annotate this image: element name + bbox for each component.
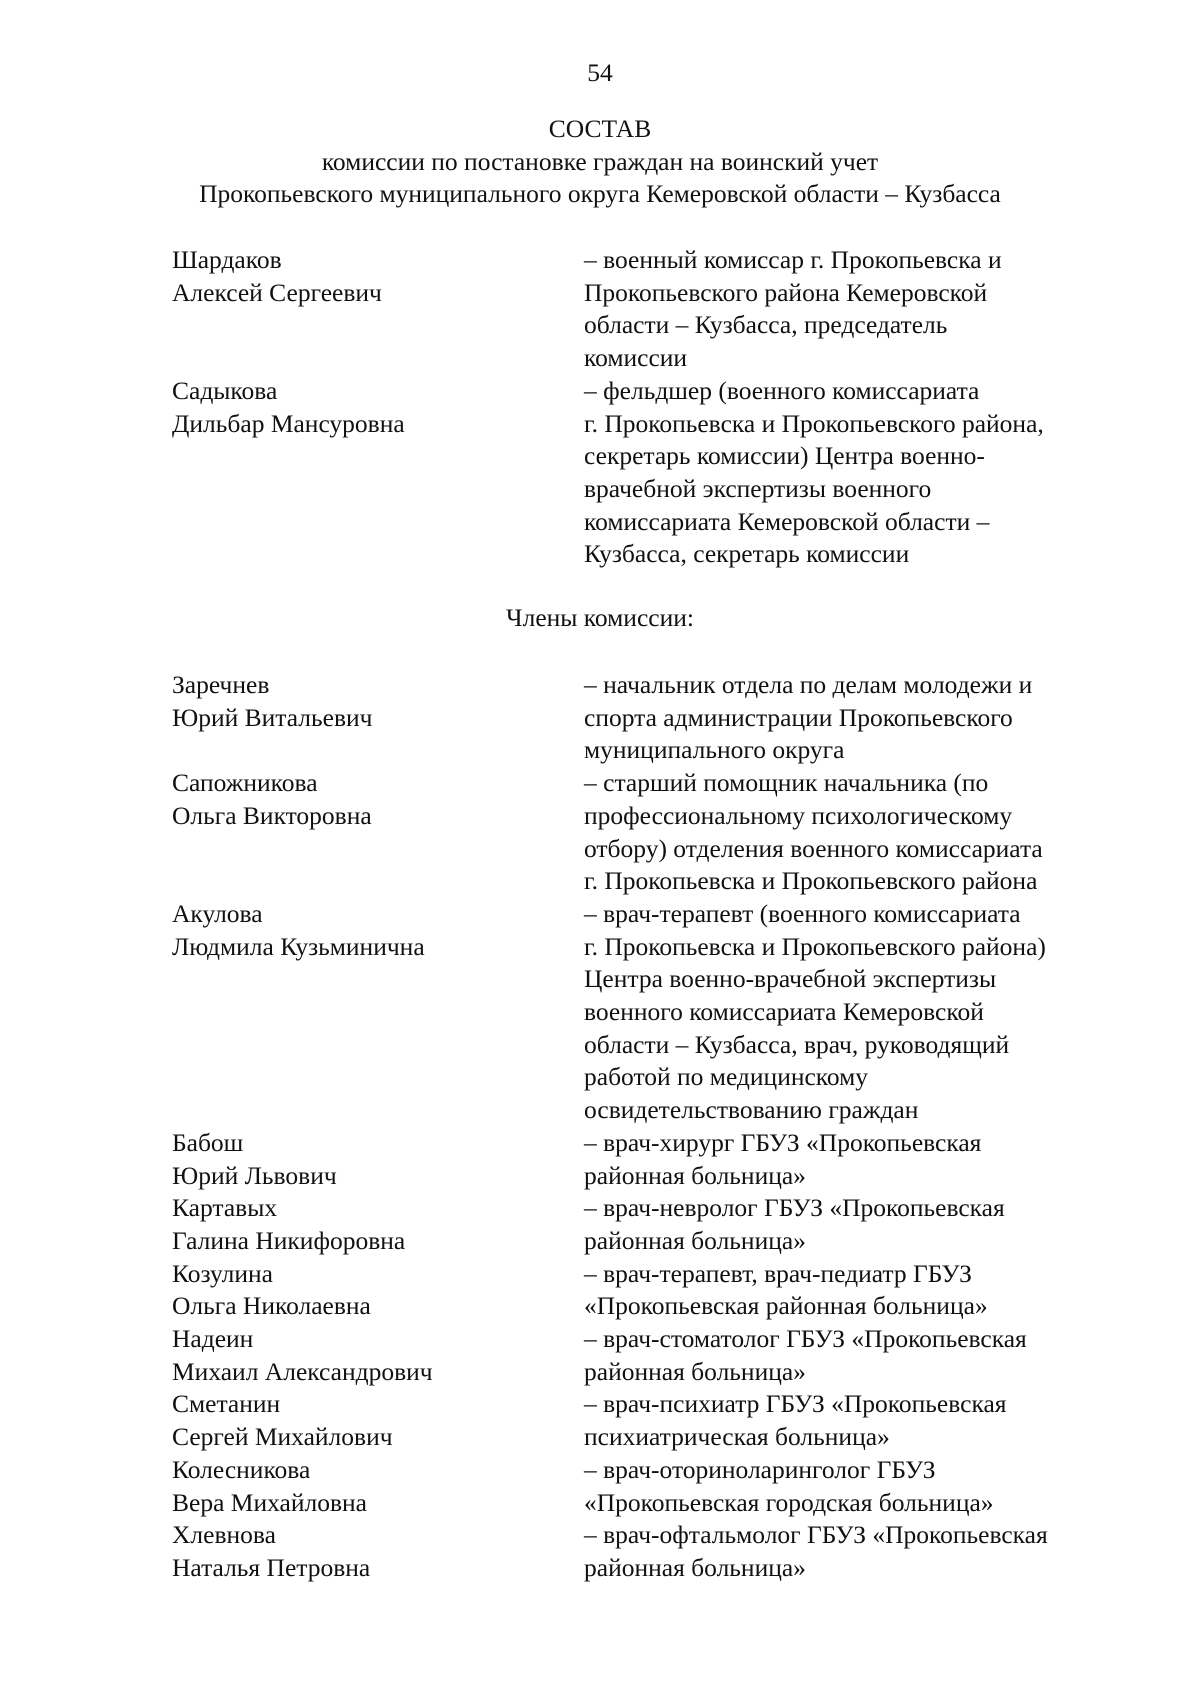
member-role — [584, 1388, 1132, 1453]
member-given-names: Юрий Львович — [172, 1160, 337, 1190]
member-role-line: отбору) отделения военного комиссариата — [584, 833, 1043, 863]
member-name — [172, 767, 584, 898]
commission-member-entry — [172, 1519, 1132, 1584]
member-role-line: – врач-оториноларинголог ГБУЗ — [584, 1454, 936, 1484]
member-role-line: секретарь комиссии) Центра военно- — [584, 441, 985, 471]
member-role-line: военного комиссариата Кемеровской — [584, 997, 984, 1027]
member-given-names: Наталья Петровна — [172, 1552, 371, 1582]
member-role-line: – врач-психиатр ГБУЗ «Прокопьевская — [584, 1389, 1007, 1419]
member-role-line: – врач-терапевт (военного комиссариата — [584, 898, 1021, 928]
member-role — [584, 1127, 1132, 1192]
member-surname: Сапожникова — [172, 768, 318, 798]
members-list — [172, 669, 1132, 1585]
commission-member-entry — [172, 1192, 1132, 1257]
title-line-3: Прокопьевского муниципального округа Кемеровской области – Кузбасса — [199, 179, 1001, 209]
member-role-line: – военный комиссар г. Прокопьевска и — [584, 245, 1002, 274]
member-role-line: психиатрическая больница» — [584, 1422, 890, 1452]
member-role — [584, 898, 1132, 1127]
member-surname: Козулина — [172, 1258, 273, 1288]
member-given-names: Вера Михайловна — [172, 1487, 367, 1517]
member-surname: Колесникова — [172, 1454, 311, 1484]
commission-member-entry — [172, 767, 1132, 898]
commission-member-entry — [172, 1258, 1132, 1323]
member-role-line: Кузбасса, секретарь комиссии — [584, 539, 910, 569]
member-name — [172, 898, 584, 1127]
member-role-line: районная больница» — [584, 1225, 806, 1255]
member-name — [172, 1192, 584, 1257]
member-name — [172, 1519, 584, 1584]
member-surname: Надеин — [172, 1324, 254, 1354]
commission-member-entry — [172, 1127, 1132, 1192]
commission-member-entry — [172, 244, 1132, 375]
member-given-names: Алексей Сергеевич — [172, 277, 382, 307]
member-role-line: – врач-терапевт, врач-педиатр ГБУЗ — [584, 1258, 972, 1288]
member-role-line: районная больница» — [584, 1552, 806, 1582]
title-line-2: комиссии по постановке граждан на воинский учет — [321, 146, 879, 176]
commission-member-entry — [172, 1388, 1132, 1453]
member-role-line: г. Прокопьевска и Прокопьевского района, — [584, 408, 1044, 438]
member-role-line: г. Прокопьевска и Прокопьевского района — [584, 866, 1038, 896]
member-role-line: – старший помощник начальника (по — [584, 768, 989, 798]
commission-member-entry — [172, 375, 1132, 571]
member-given-names: Людмила Кузьминична — [172, 931, 425, 961]
member-name — [172, 1323, 584, 1388]
member-role-line: г. Прокопьевска и Прокопьевского района) — [584, 931, 1046, 961]
member-role — [584, 669, 1132, 767]
member-role-line: Центра военно-врачебной экспертизы — [584, 964, 997, 994]
member-role-line: Прокопьевского района Кемеровской — [584, 277, 988, 307]
member-given-names: Сергей Михайлович — [172, 1422, 393, 1452]
member-role-line: профессиональному психологическому — [584, 800, 1013, 830]
commission-member-entry — [172, 898, 1132, 1127]
member-name — [172, 1388, 584, 1453]
member-role — [584, 375, 1132, 571]
member-role-line: врачебной экспертизы военного — [584, 473, 932, 503]
member-surname: Садыкова — [172, 375, 278, 405]
member-name — [172, 1127, 584, 1192]
member-name — [172, 1454, 584, 1519]
member-role-line: – врач-хирург ГБУЗ «Прокопьевская — [584, 1127, 982, 1157]
member-role-line: «Прокопьевская районная больница» — [584, 1291, 988, 1321]
member-role-line: районная больница» — [584, 1356, 806, 1386]
member-given-names: Ольга Николаевна — [172, 1291, 371, 1321]
member-role-line: области – Кузбасса, председатель — [584, 310, 948, 340]
leadership-list — [172, 244, 1132, 571]
member-surname: Хлевнова — [172, 1520, 276, 1550]
member-role-line: районная больница» — [584, 1160, 806, 1190]
member-surname: Заречнев — [172, 670, 270, 699]
member-role-line: освидетельствованию граждан — [584, 1095, 919, 1125]
member-role-line: комиссариата Кемеровской области – — [584, 506, 990, 536]
member-given-names: Юрий Витальевич — [172, 702, 373, 732]
member-role-line: – врач-невролог ГБУЗ «Прокопьевская — [584, 1193, 1005, 1223]
member-name — [172, 244, 584, 375]
member-role-line: области – Кузбасса, врач, руководящий — [584, 1029, 1010, 1059]
member-surname: Картавых — [172, 1193, 278, 1223]
member-role-line: работой по медицинскому — [584, 1062, 869, 1092]
member-name — [172, 1258, 584, 1323]
member-given-names: Ольга Викторовна — [172, 800, 372, 830]
member-role — [584, 1258, 1132, 1323]
member-role-line: «Прокопьевская городская больница» — [584, 1487, 994, 1517]
commission-member-entry — [172, 1323, 1132, 1388]
member-surname: Шардаков — [172, 245, 282, 274]
member-name — [172, 375, 584, 571]
member-role — [584, 1323, 1132, 1388]
member-role-line: комиссии — [584, 343, 688, 373]
member-surname: Бабош — [172, 1127, 244, 1157]
member-surname: Сметанин — [172, 1389, 281, 1419]
member-role — [584, 244, 1132, 375]
member-given-names: Галина Никифоровна — [172, 1225, 406, 1255]
member-role-line: – начальник отдела по делам молодежи и — [584, 670, 1033, 699]
member-role-line: – фельдшер (военного комиссариата — [584, 375, 980, 405]
member-given-names: Михаил Александрович — [172, 1356, 433, 1386]
member-role-line: муниципального округа — [584, 735, 845, 765]
member-role-line: – врач-стоматолог ГБУЗ «Прокопьевская — [584, 1324, 1027, 1354]
member-given-names: Дильбар Мансуровна — [172, 408, 405, 438]
member-surname: Акулова — [172, 898, 263, 928]
member-role — [584, 1192, 1132, 1257]
page-number: 54 — [587, 58, 613, 87]
member-role — [584, 1519, 1132, 1584]
member-role — [584, 1454, 1132, 1519]
member-name — [172, 669, 584, 767]
commission-member-entry — [172, 669, 1132, 767]
member-role-line: спорта администрации Прокопьевского — [584, 702, 1013, 732]
commission-member-entry — [172, 1454, 1132, 1519]
member-role — [584, 767, 1132, 898]
member-role-line: – врач-офтальмолог ГБУЗ «Прокопьевская — [584, 1520, 1048, 1550]
members-heading: Члены комиссии: — [506, 603, 694, 632]
document-title — [0, 113, 1200, 211]
title-line-1: СОСТАВ — [548, 114, 652, 143]
